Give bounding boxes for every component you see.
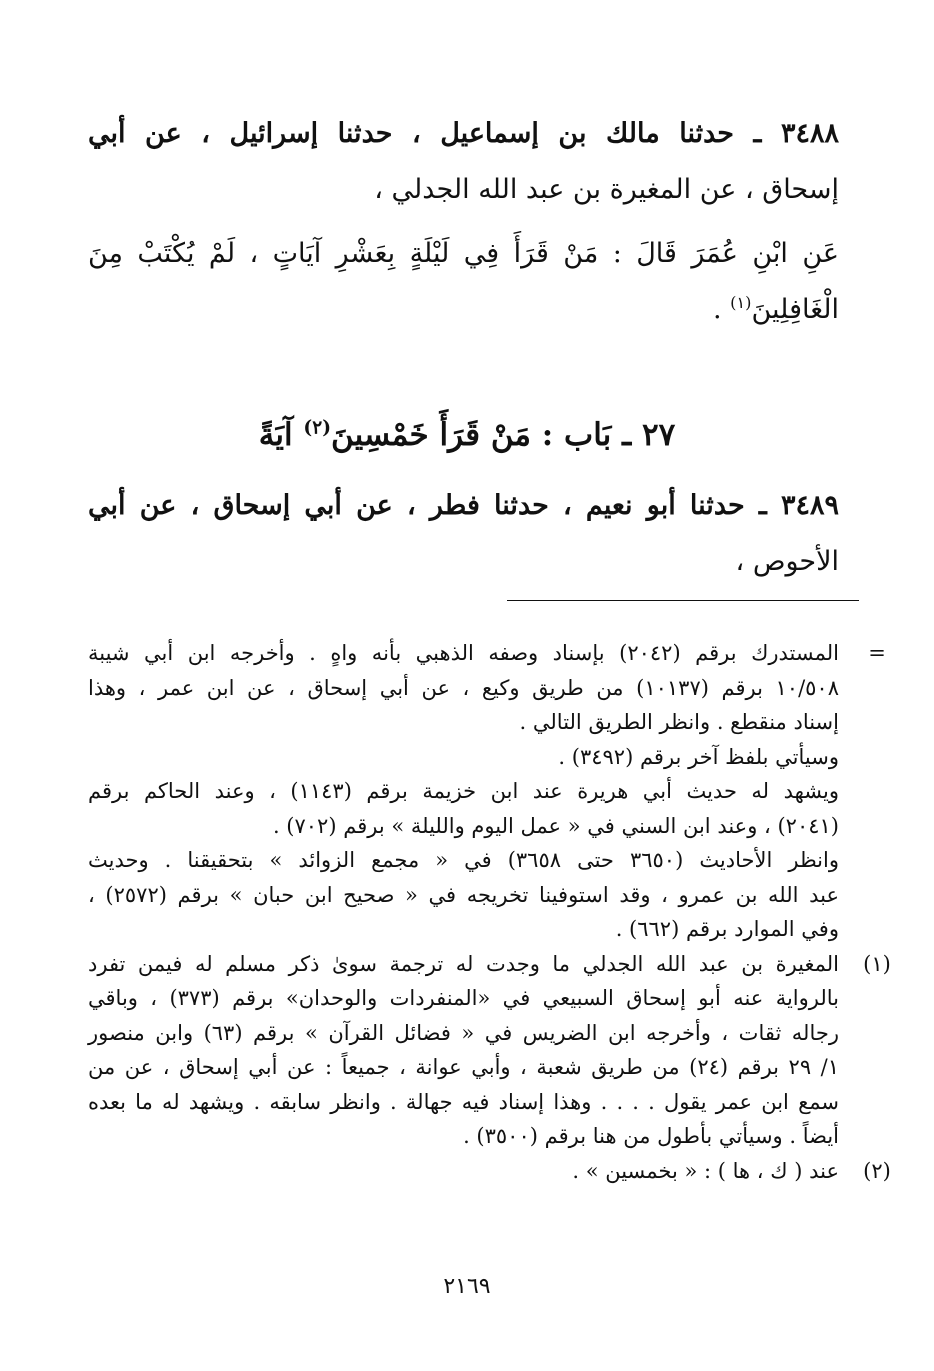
footnote-ref-1: (١)	[730, 293, 752, 312]
hadith-3488-matn-end: .	[712, 294, 731, 325]
hadith-3488-matn-line1: عَنِ ابْنِ عُمَرَ قَالَ : مَنْ قَرَأَ فِي لَيْلَةٍ بِعَشْرِ آيَاتٍ ، لَمْ يُكْتَبْ مِنَ	[88, 238, 839, 269]
hadith-3489-isnad-line1-text: ـ حدثنا أبو نعيم ، حدثنا فطر ، عن أبي إسحاق ، عن أبي	[88, 490, 781, 521]
footnotes	[88, 636, 891, 1188]
footnote-line: أيضاً . وسيأتي بأطول من هنا برقم (٣٥٠٠) .	[463, 1124, 839, 1148]
footnote-continuation-marker: =	[868, 641, 886, 665]
footnote-line: إسناد منقطع . وانظر الطريق التالي .	[519, 710, 839, 734]
hadith-3488-isnad-line1	[88, 106, 839, 162]
footnote-line: (٢٠٤١) ، وعند ابن السني في « عمل اليوم والليلة » برقم (٧٠٢) .	[272, 813, 839, 838]
footnote-line: رجاله ثقات ، وأخرجه ابن الضريس في « فضائل القرآن » برقم (٦٣) وابن منصور	[88, 1020, 839, 1045]
hadith-3489-isnad-line2: الأحوص ،	[735, 546, 839, 577]
footnote-line: سمع ابن عمر يقول . . . . وهذا إسناد فيه جهالة . وانظر سابقه . ويشهد له ما بعده	[88, 1089, 839, 1114]
footnote-line: ١٠/٥٠٨ برقم (١٠١٣٧) من طريق وكيع ، عن أبي إسحاق ، عن ابن عمر ، وهذا	[88, 675, 839, 700]
hadith-3488-isnad	[88, 106, 839, 218]
footnote-line: وسيأتي بلفظ آخر برقم (٣٤٩٢) .	[558, 744, 839, 769]
footnote-separator	[507, 600, 859, 601]
chapter-heading-suffix: آيَةً	[258, 417, 304, 453]
hadith-3488-isnad-line1-text: ـ حدثنا مالك بن إسماعيل ، حدثنا إسرائيل ، عن أبي	[88, 118, 781, 149]
footnote-continuation	[88, 636, 886, 947]
footnote-2	[88, 1154, 891, 1189]
hadith-3488-number: ٣٤٨٨	[780, 118, 839, 149]
footnote-ref-2: (٢)	[303, 417, 331, 439]
footnote-line: عبد الله بن عمرو ، وقد استوفينا تخريجه في « صحيح ابن حبان » برقم (٢٥٧٢) ،	[88, 882, 839, 907]
footnote-line: المستدرك برقم (٢٠٤٢) بإسناد وصفه الذهبي بأنه واهٍ . وأخرجه ابن أبي شيبة	[88, 641, 839, 665]
chapter-heading-text: ٢٧ ـ بَاب : مَنْ قَرَأَ خَمْسِينَ	[331, 417, 676, 453]
hadith-3488-matn-word: الْغَافِلِينَ	[751, 294, 839, 325]
hadith-3489-isnad	[88, 478, 839, 590]
footnote-1	[88, 947, 891, 1154]
footnote-2-marker: (٢)	[863, 1158, 891, 1183]
footnote-line: وانظر الأحاديث (٣٦٥٠ حتى ٣٦٥٨) في « مجمع الزوائد » بتحقيقنا . وحديث	[88, 848, 839, 872]
chapter-heading	[0, 405, 934, 465]
page-number: ٢١٦٩	[443, 1274, 491, 1299]
hadith-3489-number: ٣٤٨٩	[780, 490, 839, 521]
footnote-line: وفي الموارد برقم (٦٦٢) .	[615, 917, 839, 941]
hadith-3488-isnad-line2: إسحاق ، عن المغيرة بن عبد الله الجدلي ،	[374, 174, 839, 205]
hadith-3489-isnad-line1	[88, 478, 839, 534]
hadith-3488-matn	[88, 226, 839, 338]
hadith-3488-matn-line2	[88, 282, 839, 338]
footnote-line: عند ( ك ، ها ) : « بخمسين » .	[572, 1158, 839, 1183]
footnote-1-marker: (١)	[863, 951, 891, 976]
footnote-line: ويشهد له حديث أبي هريرة عند ابن خزيمة برقم (١١٤٣) ، وعند الحاكم برقم	[88, 779, 839, 803]
footnote-line: ١/ ٢٩ برقم (٢٤) من طريق شعبة ، وأبي عوانة ، جميعاً : عن أبي إسحاق ، عن من	[88, 1055, 839, 1079]
footnote-line: بالرواية عنه أبو إسحاق السبيعي في «المنفردات والوحدان» برقم (٣٧٣) ، وباقي	[88, 986, 840, 1010]
footnote-line: المغيرة بن عبد الله الجدلي ما وجدت له ترجمة سوىٰ ذكر مسلم له فيمن تفرد	[88, 951, 839, 976]
